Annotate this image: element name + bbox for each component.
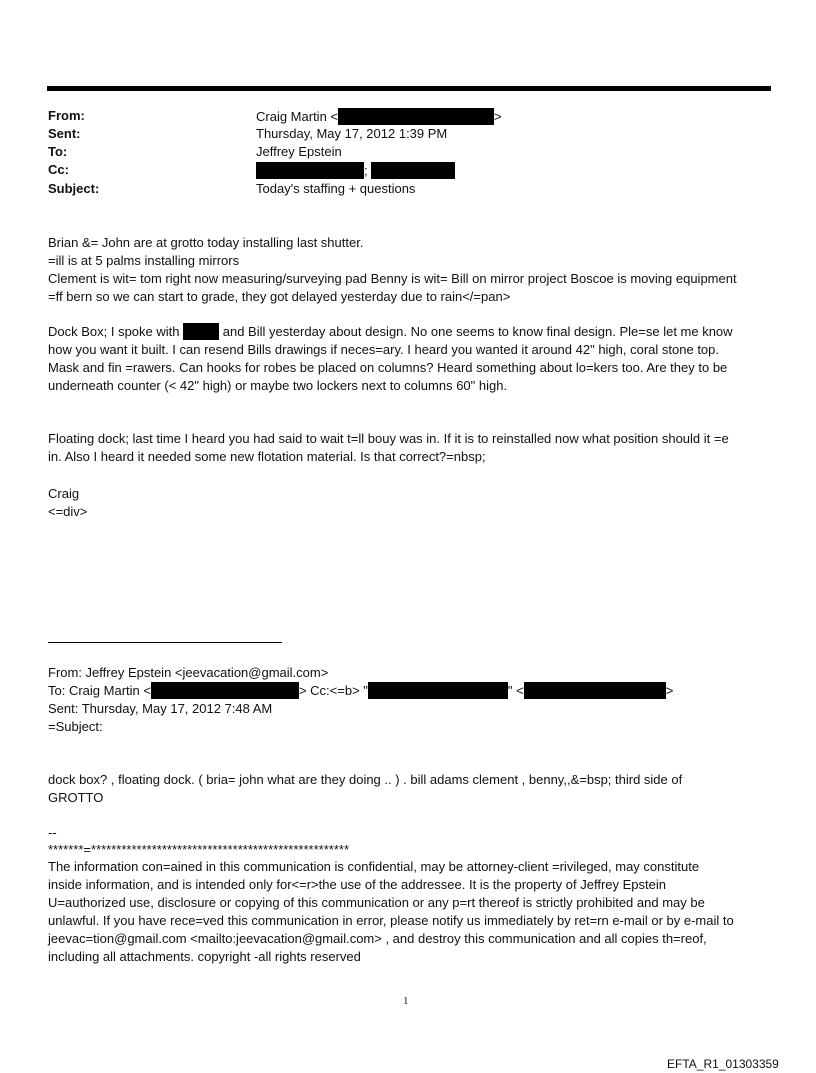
redaction-bar <box>183 323 219 340</box>
sent-label: Sent: <box>48 126 81 141</box>
from-label: From: <box>48 108 85 123</box>
body-line <box>48 323 733 341</box>
body-line: Brian &= John are at grotto today installing last shutter. <box>48 235 364 250</box>
from-value <box>256 108 502 125</box>
redaction-bar <box>368 682 508 699</box>
quoted-message-line: dock box? , floating dock. ( bria= john what are they doing .. ) . bill adams clement , benny,,&=bsp; third side of <box>48 772 683 787</box>
redaction-bar <box>338 108 494 125</box>
redaction-bar <box>256 162 364 179</box>
disclaimer-stars: *******=*************************************************** <box>48 842 350 857</box>
cc-label: Cc: <box>48 162 69 177</box>
disclaimer-line: jeevac=tion@gmail.com <mailto:jeevacation@gmail.com> , and destroy this communication and all copies th=reof, <box>48 931 707 946</box>
signature-block <box>48 485 87 521</box>
cc-value <box>256 162 455 179</box>
subject-value: Today's staffing + questions <box>256 181 416 196</box>
quoted-message-line: GROTTO <box>48 790 104 805</box>
quoted-subject: =Subject: <box>48 719 103 734</box>
disclaimer-line: The information con=ained in this communication is confidential, may be attorney-client =rivileged, may constitute <box>48 859 700 874</box>
dock-box-start: Dock Box; I spoke with <box>48 324 180 339</box>
signature: Craig <box>48 486 80 501</box>
sent-value: Thursday, May 17, 2012 1:39 PM <box>256 126 448 141</box>
disclaimer-line: unlawful. If you have rece=ved this communication in error, please notify us immediately by ret=rn e-mail or by e-mail to <box>48 913 734 928</box>
body-paragraph-3 <box>48 430 729 466</box>
body-line: in. Also I heard it needed some new flotation material. Is that correct?=nbsp; <box>48 449 486 464</box>
body-line: how you want it built. I can resend Bills drawings if neces=ary. I heard you wanted it around 42" high, coral stone top. <box>48 342 720 357</box>
subject-label: Subject: <box>48 181 100 196</box>
quoted-to-quote: " < <box>507 683 524 698</box>
disclaimer-line: U=authorized use, disclosure or copying of this communication or any p=rt thereof is strictly prohibited and may be <box>48 895 705 910</box>
body-line: Mask and fin =rawers. Can hooks for robes be placed on columns? Heard something about lo=kers too. Are they to be <box>48 360 728 375</box>
redaction-bar <box>371 162 455 179</box>
div-tag-text: <=div> <box>48 504 88 519</box>
disclaimer-line: inside information, and is intended only for<=r>the use of the addressee. It is the property of Jeffrey Epstein <box>48 877 666 892</box>
redaction-bar <box>151 682 299 699</box>
body-line: Clement is wit= tom right now measuring/surveying pad Benny is wit= Bill on mirror project Boscoe is moving equipment <box>48 271 737 286</box>
body-paragraph-1 <box>48 234 737 306</box>
quoted-message <box>48 771 682 807</box>
redaction-bar <box>524 682 666 699</box>
page-number: 1 <box>403 995 409 1007</box>
quoted-separator <box>48 642 282 643</box>
body-line: =ff bern so we can start to grade, they got delayed yesterday due to rain</=pan> <box>48 289 511 304</box>
to-value: Jeffrey Epstein <box>256 144 342 159</box>
disclaimer-line: including all attachments. copyright -all rights reserved <box>48 949 361 964</box>
to-label: To: <box>48 144 68 159</box>
body-line: underneath counter (< 42" high) or maybe two lockers next to columns 60" high. <box>48 378 508 393</box>
document-id: EFTA_R1_01303359 <box>667 1057 779 1071</box>
header-rule <box>47 86 771 91</box>
body-line: Floating dock; last time I heard you had said to wait t=ll bouy was in. If it is to reinstalled now what position should it =e <box>48 431 729 446</box>
quoted-to <box>48 682 673 700</box>
body-paragraph-2 <box>48 323 733 395</box>
quoted-to-end: > <box>665 683 674 698</box>
disclaimer-block <box>48 824 734 966</box>
quoted-header <box>48 664 673 736</box>
quoted-from: From: Jeffrey Epstein <jeevacation@gmail.com> <box>48 665 329 680</box>
cc-separator: ; <box>364 163 368 178</box>
disclaimer-dashes: -- <box>48 825 57 840</box>
dock-box-end: and Bill yesterday about design. No one seems to know final design. Ple=se let me know <box>219 324 733 339</box>
from-close: > <box>494 109 502 124</box>
from-name: Craig Martin < <box>256 109 338 124</box>
quoted-sent: Sent: Thursday, May 17, 2012 7:48 AM <box>48 701 273 716</box>
quoted-to-start: To: Craig Martin < <box>48 683 151 698</box>
quoted-to-mid: > Cc:<=b> " <box>298 683 368 698</box>
body-line: =ill is at 5 palms installing mirrors <box>48 253 240 268</box>
